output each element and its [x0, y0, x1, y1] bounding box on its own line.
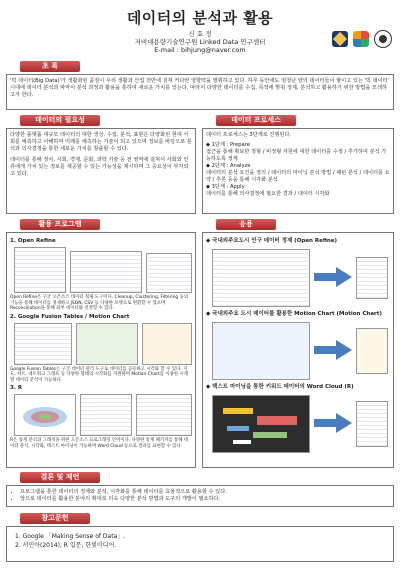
word-cloud-result-screenshot	[356, 401, 388, 447]
abstract-text: '빅 데이터(Big Data)'가 생활화된 품질이 우리 생활과 산업 전반에 걸쳐 커다란 영향력을 발휘하고 있다. 하루 동안에도 엄청난 양의 데이터들이 쌓이고 있는 '빅 데이터' 시대에 데이터 분석과 파악이 분석 과정과 활용을 통하여 새로운 가치를 얻는다. 따라서 다양한 데이터를 수집, 목적에 맞춰 정제, 분석하고 활용하기 위한 방법을 모색하고자 한다.	[10, 78, 390, 98]
open-refine-screenshot	[70, 251, 142, 293]
linked-data-logo	[353, 31, 369, 47]
application-3-figure	[206, 393, 390, 455]
application-item-1: ◆ 국내외주요도시 인구 데이터 정제 (Open Refine)	[206, 238, 338, 244]
conclusion-item: • 앞으로 데이터를 활용한 분야의 확대로 더욱 다양한 분석 방법과 도구의 개발이 필요하다.	[20, 496, 390, 503]
references-heading: 참고문헌	[20, 513, 90, 524]
motion-chart-result-screenshot	[356, 328, 388, 374]
program-desc-r: R은 통계 분석과 그래픽을 위한 오픈소스 프로그래밍 언어이다. 다양한 통계 패키지를 통해 데이터 분석, 시각화, 텍스트 마이닝이 가능하며 Word Cloud 등으로 결과를 표현할 수 있다.	[10, 438, 189, 449]
institute-logo	[332, 31, 348, 47]
process-step: 데이터의 분석 요건을 정의 / 데이터의 마이닝 분석 방법 / 패턴 분석 / 데이터를 요약 / 추론 등을 통해 시각화 분석	[206, 170, 390, 183]
fusion-map-screenshot	[76, 323, 138, 365]
conclusion-item: • 프로그램을 통한 데이터의 정제와 분석, 시각화를 통해 데이터를 효율적으로 활용할 수 있다.	[20, 489, 390, 496]
r-editor-screenshot	[136, 394, 192, 436]
arrow-icon	[314, 419, 338, 427]
logo-group	[332, 30, 392, 48]
motion-chart-screenshot	[142, 323, 192, 365]
programs-box	[6, 232, 196, 468]
reference-item: 2. 서민아(2014), R 입문, 한빛미디어.	[15, 542, 117, 549]
conclusion-heading: 결론 및 제언	[20, 472, 100, 483]
process-step: ◆ 1단계 : Prepare	[206, 142, 250, 148]
population-result-screenshot	[356, 257, 388, 299]
open-refine-screenshots	[10, 247, 192, 295]
arrow-icon	[314, 273, 338, 281]
population-refine-screenshot	[212, 249, 310, 307]
conclusion-list	[10, 489, 390, 503]
fusion-tables-screenshot	[14, 323, 72, 365]
fusion-tables-screenshots	[10, 323, 192, 367]
r-scatter-screenshot	[14, 394, 76, 436]
author-affiliation: 저비대용량기술연구원 Linked Data 연구센터	[134, 38, 266, 46]
process-box	[202, 128, 394, 214]
program-title-fusion-tables: 2. Google Fusion Tables / Motion Chart	[10, 313, 130, 320]
arrow-head-icon	[336, 267, 352, 287]
application-box	[202, 232, 394, 468]
process-heading: 데이터 프로세스	[216, 115, 296, 126]
author-name: 신 효 정	[188, 30, 212, 38]
application-item-3: ◆ 텍스트 마이닝을 통한 키워드 데이터의 Word Cloud (R)	[206, 384, 354, 390]
process-intro: 데이터 프로세스는 3단계로 진행된다.	[206, 132, 292, 138]
program-desc-fusion-tables: Google Fusion Tables는 구글 데이터 관리 도구로 데이터를 공유하고 시각화 할 수 있다. 지도, 차트, 네트워크 그래프 등 다양한 형태의 시각화를 지원하며 Motion Chart를 이용한 시계열 데이터 분석이 가능하다.	[10, 366, 188, 383]
r-scatter-plot-icon	[15, 395, 75, 435]
programs-heading: 활용 프로그램	[20, 219, 100, 230]
application-heading: 응용	[216, 219, 276, 230]
author-email: E-mail : bihjung@naver.com	[154, 46, 246, 54]
process-step: ◆ 3단계 : Apply	[206, 184, 245, 190]
abstract-heading: 초 록	[20, 61, 80, 72]
abstract-box	[6, 74, 394, 110]
reference-item: 1. Google 「Making Sense of Data」.	[15, 533, 126, 540]
process-step: ◆ 2단계 : Analyze	[206, 163, 251, 169]
arrow-head-icon	[336, 413, 352, 433]
arrow-icon	[314, 346, 338, 354]
word-cloud-icon	[213, 396, 309, 452]
application-2-figure	[206, 320, 390, 382]
process-step: 데이터를 통해 의사결정에 필요한 결과 / 데이터 시각화	[206, 191, 330, 197]
references-box	[6, 526, 394, 562]
arrow-head-icon	[336, 340, 352, 360]
program-title-open-refine: 1. Open Refine	[10, 238, 56, 244]
program-desc-open-refine: Open Refine은 구글 오픈소스 데이터 정제 도구이다. Cleanup, Clustering, Filtering 등의 기능을 통해 데이터를 정제하고 JSON, CSV 등 다양한 포맷으로 변환할 수 있으며 Reconciliation을 통해 외부 데이터와 연결할 수 있다.	[10, 295, 189, 311]
r-console-screenshot	[80, 394, 132, 436]
open-refine-screenshot	[146, 253, 192, 293]
necessity-paragraph-2: 데이터를 통해 정치, 사회, 경제, 문화, 과학 기술 등 전 영역에 걸쳐서 사회와 인류에게 가치 있는 정보를 제공할 수 있는 가능성을 제시하며 그 중요성이 부각되고 있다.	[10, 157, 189, 177]
r-screenshots	[10, 394, 192, 438]
university-seal-logo	[374, 30, 392, 48]
poster-title: 데이터의 분석과 활용	[126, 9, 274, 27]
program-title-r: 3. R	[10, 385, 23, 391]
process-step: 접근을 통해 확보한 정형 / 비정형 자원에 대한 데이터를 수정 / 추가하여 분석 가능하도록 정제	[206, 149, 387, 162]
open-refine-screenshot	[14, 247, 66, 293]
necessity-heading: 데이터의 필요성	[20, 115, 100, 126]
word-cloud-screenshot	[212, 395, 310, 453]
application-1-figure	[206, 247, 390, 309]
application-item-2: ◆ 국내외주요 도시 데이터를 활용한 Motion Chart (Motion Chart)	[206, 311, 382, 317]
necessity-paragraph-1: 다양한 플랫폼 대규모 데이터의 대한 생성, 수집, 분석, 표현은 다양화된 현대 사회를 예측하고 이해하며 미래를 예측하는 기술이 되고 있으며 정보를 바탕으로 분석과 의사결정을 통한 새로운 가치를 창출할 수 있다.	[10, 132, 192, 152]
motion-chart-data-screenshot	[212, 322, 310, 380]
conclusion-box	[6, 485, 394, 507]
necessity-box	[6, 128, 196, 214]
